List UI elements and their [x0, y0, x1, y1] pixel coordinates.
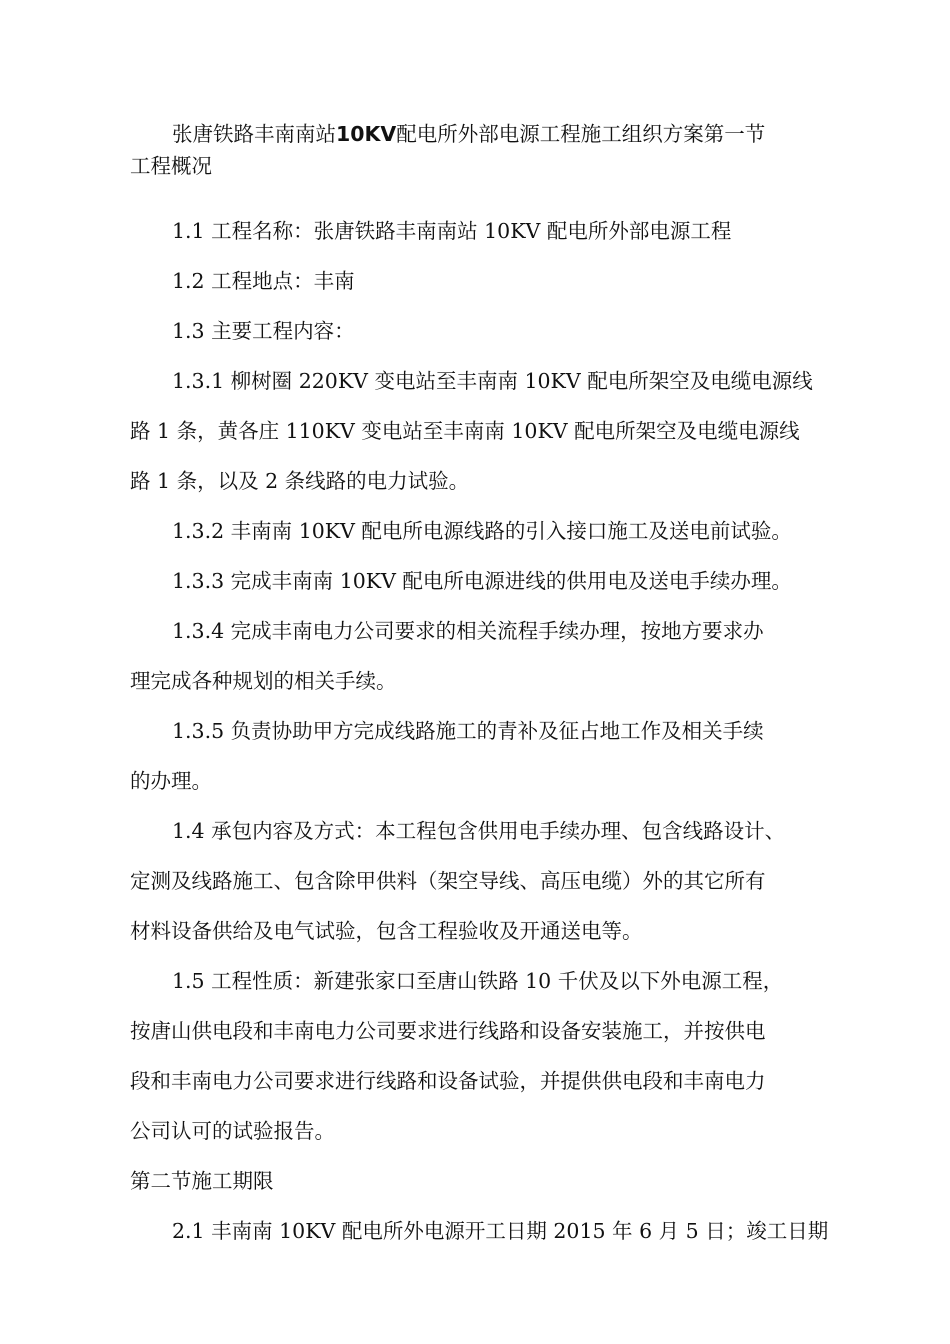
paragraph: [130, 556, 830, 606]
paragraph-line: 1.2 工程地点：丰南: [172, 269, 355, 293]
paragraph: [130, 356, 830, 506]
document-title: [130, 118, 830, 182]
paragraph-line: 定测及线路施工、包含除甲供料（架空导线、高压电缆）外的其它所有: [130, 869, 766, 893]
paragraph: [130, 206, 830, 256]
paragraph-line: 1.3.1 柳树圈 220KV 变电站至丰南南 10KV 配电所架空及电缆电源线: [172, 369, 813, 393]
section2-paragraph: 2.1 丰南南 10KV 配电所外电源开工日期 2015 年 6 月 5 日；竣工日期: [172, 1219, 829, 1243]
paragraph: [130, 806, 830, 956]
paragraph-line: 公司认可的试验报告。: [130, 1119, 335, 1143]
paragraph-line: 理完成各种规划的相关手续。: [130, 669, 397, 693]
paragraph: [130, 506, 830, 556]
title-bold: 10KV: [336, 122, 397, 146]
paragraph-line: 1.3.5 负责协助甲方完成线路施工的青补及征占地工作及相关手续: [172, 719, 764, 743]
paragraph-line: 1.5 工程性质：新建张家口至唐山铁路 10 千伏及以下外电源工程，: [172, 969, 784, 993]
paragraph: [130, 706, 830, 806]
paragraph-line: 1.3.4 完成丰南电力公司要求的相关流程手续办理，按地方要求办: [172, 619, 764, 643]
paragraph-line: 材料设备供给及电气试验，包含工程验收及开通送电等。: [130, 919, 643, 943]
title-part1: 张唐铁路丰南南站: [172, 122, 336, 146]
paragraph-line: 1.3 主要工程内容：: [172, 319, 355, 343]
title-part2: 配电所外部电源工程施工组织方案第一节: [396, 122, 766, 146]
paragraph-list: [130, 206, 830, 1156]
title-line2: 工程概况: [130, 154, 212, 178]
paragraph-line: 路 1 条，以及 2 条线路的电力试验。: [130, 469, 470, 493]
paragraph-line: 1.4 承包内容及方式：本工程包含供用电手续办理、包含线路设计、: [172, 819, 786, 843]
document-page: [130, 118, 830, 1256]
paragraph-line: 1.3.2 丰南南 10KV 配电所电源线路的引入接口施工及送电前试验。: [172, 519, 792, 543]
paragraph: [130, 606, 830, 706]
paragraph: [130, 306, 830, 356]
paragraph: [130, 956, 830, 1156]
paragraph-line: 1.1 工程名称：张唐铁路丰南南站 10KV 配电所外部电源工程: [172, 219, 732, 243]
section2-heading: 第二节施工期限: [130, 1169, 274, 1193]
paragraph-line: 按唐山供电段和丰南电力公司要求进行线路和设备安装施工，并按供电: [130, 1019, 766, 1043]
paragraph-line: 段和丰南电力公司要求进行线路和设备试验，并提供供电段和丰南电力: [130, 1069, 766, 1093]
paragraph-line: 路 1 条，黄各庄 110KV 变电站至丰南南 10KV 配电所架空及电缆电源线: [130, 419, 800, 443]
paragraph-line: 的办理。: [130, 769, 212, 793]
paragraph: [130, 256, 830, 306]
paragraph-line: 1.3.3 完成丰南南 10KV 配电所电源进线的供用电及送电手续办理。: [172, 569, 792, 593]
